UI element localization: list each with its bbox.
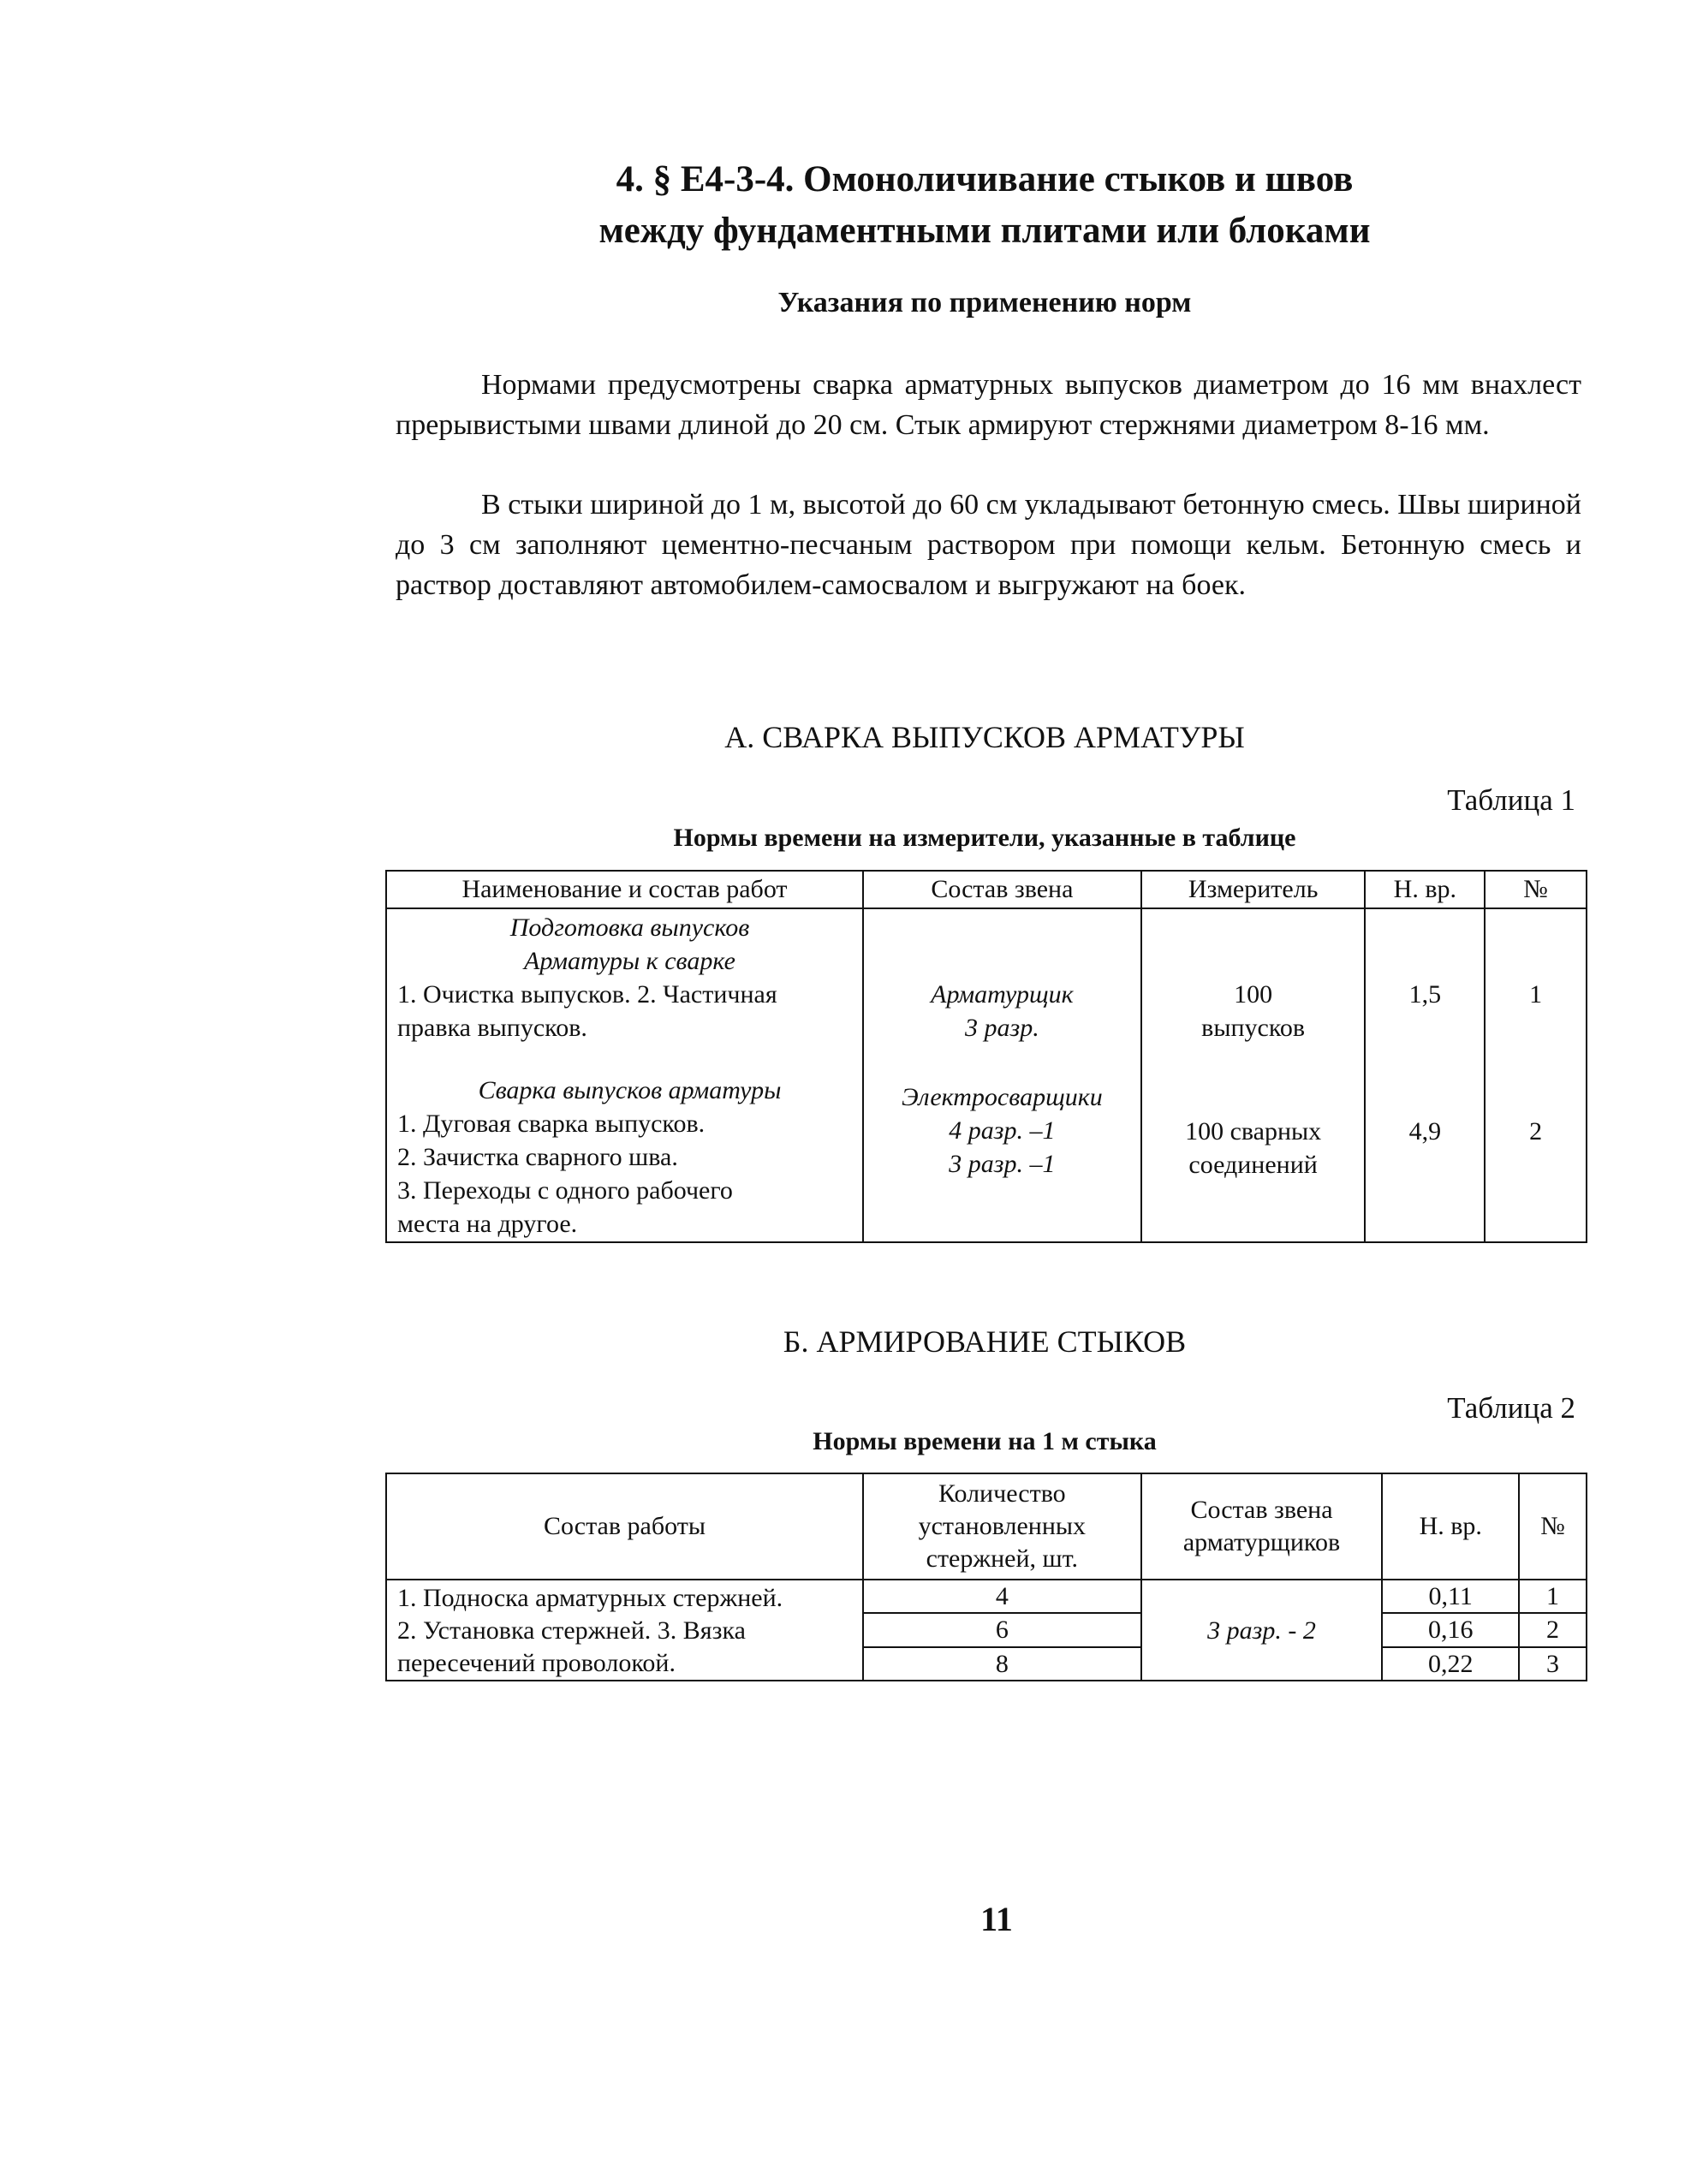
table-1-unit-cell <box>1141 1065 1366 1242</box>
table-2-header-row <box>386 1473 1587 1580</box>
table-2-norm-cell: 0,22 <box>1382 1647 1519 1681</box>
table-1-col-num: № <box>1485 871 1587 908</box>
table-2-col-num: № <box>1519 1473 1587 1580</box>
table-1-col-crew: Состав звена <box>863 871 1141 908</box>
table-row <box>386 1580 1587 1613</box>
table-1-col-unit: Измеритель <box>1141 871 1366 908</box>
table-1 <box>385 870 1587 1243</box>
table-2-num-cell: 1 <box>1519 1580 1587 1613</box>
table-2-col-qty <box>863 1473 1141 1580</box>
crew-text: 3 разр. <box>965 1014 1039 1042</box>
table-2-num-cell: 2 <box>1519 1613 1587 1646</box>
col-crew-line: Состав звена <box>1190 1496 1333 1524</box>
table-1-norm-cell: 1,5 <box>1365 908 1485 1065</box>
crew-text: Электросварщики <box>902 1083 1103 1111</box>
group-title: Арматуры к сварке <box>524 947 735 975</box>
work-text: 1. Очистка выпусков. 2. Частичная <box>397 980 777 1009</box>
crew-text: 4 разр. –1 <box>949 1116 1056 1145</box>
group-title: Сварка выпусков арматуры <box>478 1076 782 1104</box>
table-2-norm-cell: 0,16 <box>1382 1613 1519 1646</box>
table-2-col-work: Состав работы <box>386 1473 863 1580</box>
table-2-num-cell: 3 <box>1519 1647 1587 1681</box>
unit-text: 100 <box>1234 980 1273 1009</box>
page-title <box>385 154 1584 257</box>
table-2 <box>385 1473 1587 1681</box>
table-2-qty-cell: 8 <box>863 1647 1141 1681</box>
work-text: 2. Установка стержней. 3. Вязка <box>397 1616 746 1645</box>
work-text: 2. Зачистка сварного шва. <box>397 1143 678 1171</box>
table-1-num-cell: 1 <box>1485 908 1587 1065</box>
table-2-qty-cell: 4 <box>863 1580 1141 1613</box>
table-2-work-cell <box>386 1580 863 1681</box>
crew-text: Арматурщик <box>931 980 1074 1009</box>
title-line-2: между фундаментными плитами или блоками <box>598 211 1371 251</box>
table-1-unit-cell <box>1141 908 1366 1065</box>
table-2-col-crew <box>1141 1473 1383 1580</box>
table-2-label: Таблица 2 <box>1447 1391 1575 1425</box>
table-1-label: Таблица 1 <box>1447 783 1575 817</box>
page-number: 11 <box>980 1900 1013 1938</box>
unit-text: 100 сварных <box>1185 1117 1322 1146</box>
paragraph-1: Нормами предусмотрены сварка арматурных выпусков диаметром до 16 мм внахлест прерывистыми швами длиной до 20 см. Стык армируют стержнями диаметром 8-16 мм. <box>396 369 1581 441</box>
section-a-heading: А. СВАРКА ВЫПУСКОВ АРМАТУРЫ <box>724 720 1245 754</box>
table-1-norm-cell: 4,9 <box>1365 1065 1485 1242</box>
paragraph-2: В стыки шириной до 1 м, высотой до 60 см укладывают бетонную смесь. Швы шириной до 3 см заполняют цементно-песчаным раствором при помощи кельм. Бетонную смесь и раствор доставляют автомобилем-самосвалом и выгружают на боек. <box>396 489 1581 601</box>
table-1-header-row <box>386 871 1587 908</box>
work-text: пересечений проволокой. <box>397 1649 676 1677</box>
table-2-qty-cell: 6 <box>863 1613 1141 1646</box>
table-row <box>386 1065 1587 1242</box>
table-2-caption: Нормы времени на 1 м стыка <box>813 1427 1157 1455</box>
table-1-crew-cell <box>863 1065 1141 1242</box>
col-qty-line: установленных <box>918 1512 1087 1540</box>
table-1-crew-cell <box>863 908 1141 1065</box>
work-text: 1. Подноска арматурных стержней. <box>397 1584 783 1612</box>
table-1-caption: Нормы времени на измерители, указанные в таблице <box>673 824 1296 852</box>
title-line-1: 4. § Е4-3-4. Омоноличивание стыков и швов <box>616 159 1354 199</box>
work-text: правка выпусков. <box>397 1014 587 1042</box>
unit-text: соединений <box>1188 1151 1318 1179</box>
table-1-work-cell <box>386 908 863 1065</box>
crew-text: 3 разр. –1 <box>949 1150 1056 1178</box>
table-2-crew-cell: 3 разр. - 2 <box>1141 1580 1383 1681</box>
section-subtitle: Указания по применению норм <box>777 287 1192 318</box>
table-1-work-cell <box>386 1065 863 1242</box>
section-b-heading: Б. АРМИРОВАНИЕ СТЫКОВ <box>783 1324 1187 1359</box>
col-qty-line: Количество <box>938 1479 1066 1508</box>
table-1-num-cell: 2 <box>1485 1065 1587 1242</box>
table-row <box>386 908 1587 1065</box>
work-text: 3. Переходы с одного рабочего <box>397 1176 733 1205</box>
table-2-norm-cell: 0,11 <box>1382 1580 1519 1613</box>
unit-text: выпусков <box>1201 1014 1306 1042</box>
group-title: Подготовка выпусков <box>509 913 750 942</box>
work-text: 1. Дуговая сварка выпусков. <box>397 1110 706 1138</box>
table-1-col-work: Наименование и состав работ <box>386 871 863 908</box>
col-qty-line: стержней, шт. <box>926 1544 1078 1573</box>
table-2-col-norm: Н. вр. <box>1382 1473 1519 1580</box>
table-1-col-norm: Н. вр. <box>1365 871 1485 908</box>
work-text: места на другое. <box>397 1210 578 1238</box>
col-crew-line: арматурщиков <box>1182 1528 1341 1556</box>
